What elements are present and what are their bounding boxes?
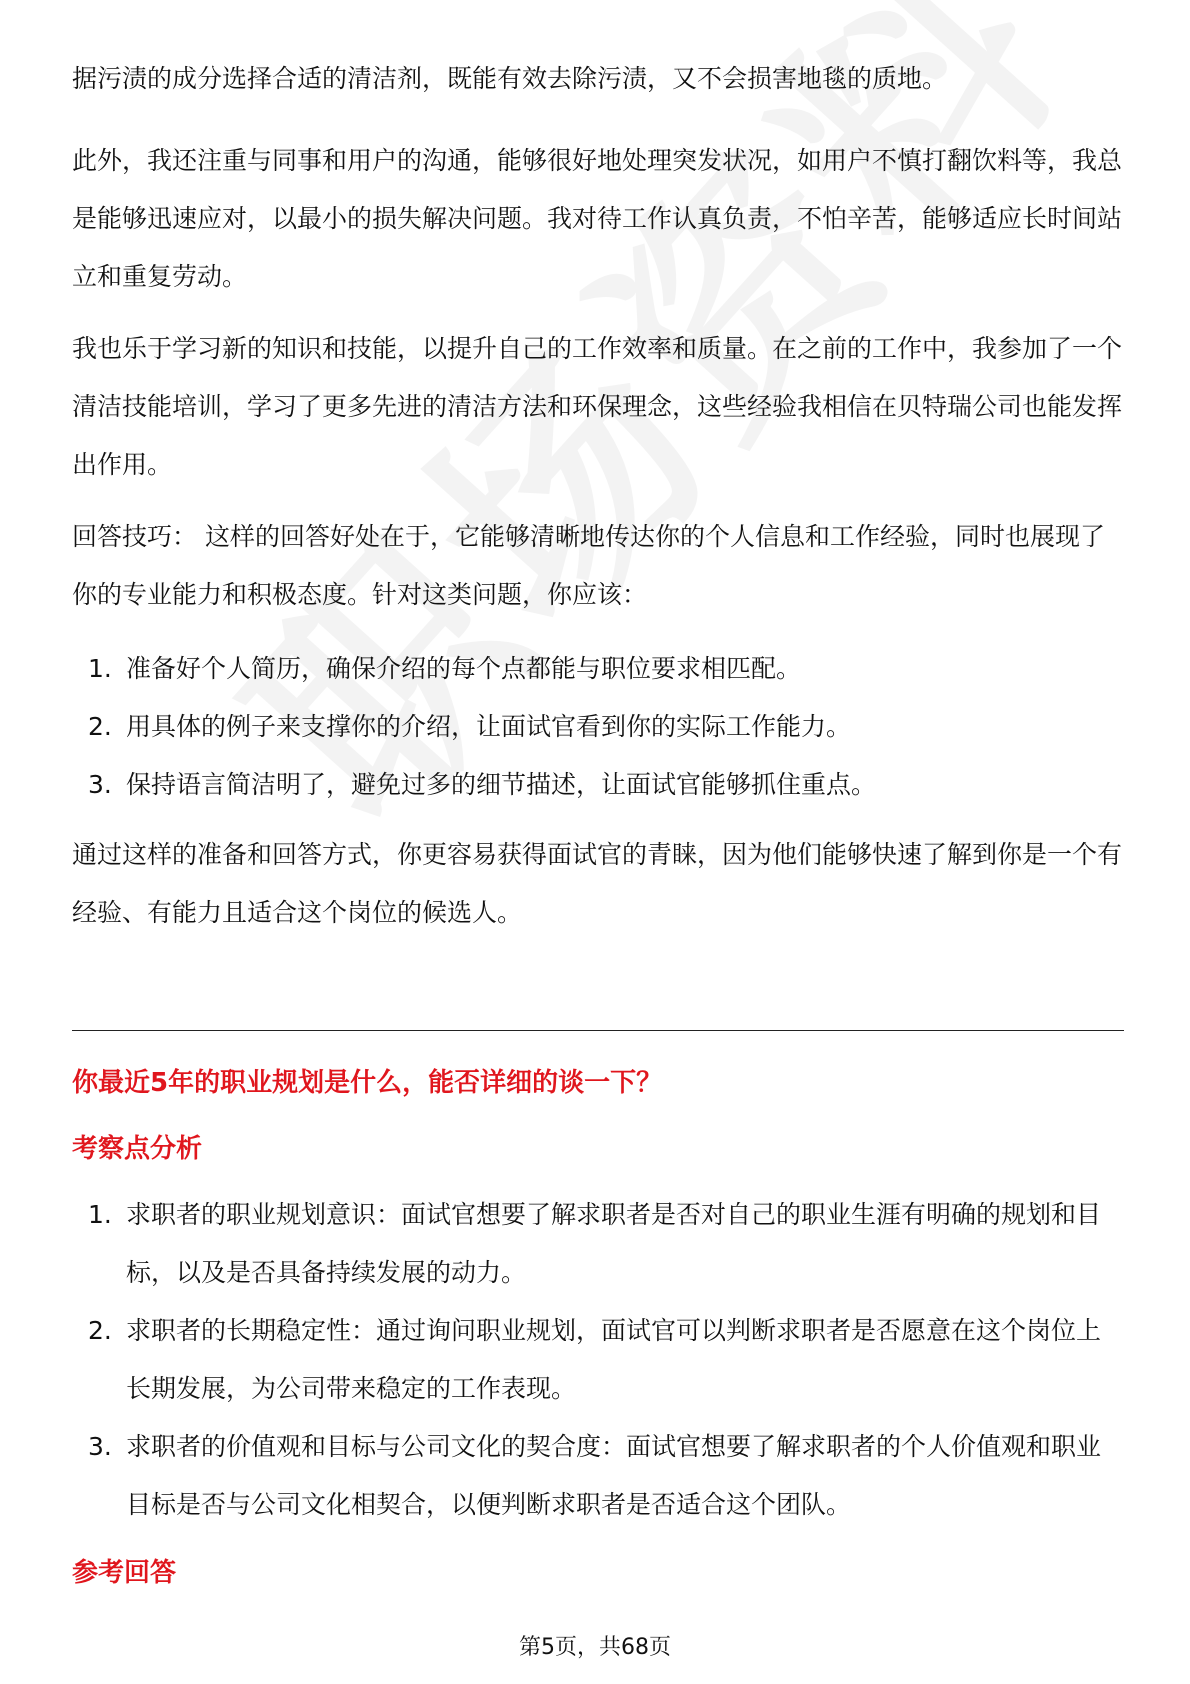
list-item-text: 准备好个人简历，确保介绍的每个点都能与职位要求相匹配。 — [126, 654, 802, 683]
analysis-list — [72, 1186, 1124, 1534]
question-title: 你最近5年的职业规划是什么，能否详细的谈一下？ — [72, 1068, 663, 1098]
list-number: 1. — [88, 654, 112, 683]
list-item-text: 用具体的例子来支撑你的介绍，让面试官看到你的实际工作能力。 — [126, 712, 852, 741]
list-item — [72, 1186, 1124, 1302]
list-item — [72, 1302, 1124, 1418]
list-number: 2. — [88, 1316, 112, 1345]
list-item-text: 求职者的职业规划意识：面试官想要了解求职者是否对自己的职业生涯有明确的规划和目标，以及是否具备持续发展的动力。 — [126, 1200, 1102, 1287]
analysis-heading: 考察点分析 — [72, 1134, 203, 1164]
answer-heading: 参考回答 — [72, 1558, 177, 1588]
list-item-text: 保持语言简洁明了，避免过多的细节描述，让面试官能够抓住重点。 — [126, 770, 877, 799]
paragraph-stain-cleaning: 据污渍的成分选择合适的清洁剂，既能有效去除污渍，又不会损害地毯的质地。 — [72, 64, 948, 93]
list-item-text: 求职者的价值观和目标与公司文化的契合度：面试官想要了解求职者的个人价值观和职业目标是否与公司文化相契合，以便判断求职者是否适合这个团队。 — [126, 1432, 1102, 1519]
section-divider — [72, 1030, 1124, 1031]
paragraph-answer-tips: 回答技巧： 这样的回答好处在于，它能够清晰地传达你的个人信息和工作经验，同时也展现了你的专业能力和积极态度。针对这类问题，你应该： — [72, 522, 1105, 609]
list-item — [72, 756, 1124, 814]
list-number: 3. — [88, 1432, 112, 1461]
paragraph-communication: 此外，我还注重与同事和用户的沟通，能够很好地处理突发状况，如用户不慎打翻饮料等，我总是能够迅速应对，以最小的损失解决问题。我对待工作认真负责，不怕辛苦，能够适应长时间站立和重复劳动。 — [72, 146, 1123, 291]
page-footer: 第5页，共68页 — [519, 1635, 671, 1660]
list-item-text: 求职者的长期稳定性：通过询问职业规划，面试官可以判断求职者是否愿意在这个岗位上长期发展，为公司带来稳定的工作表现。 — [126, 1316, 1102, 1403]
paragraph-conclusion: 通过这样的准备和回答方式，你更容易获得面试官的青睐，因为他们能够快速了解到你是一个有经验、有能力且适合这个岗位的候选人。 — [72, 840, 1123, 927]
list-item — [72, 640, 1124, 698]
list-number: 1. — [88, 1200, 112, 1229]
tips-list — [72, 640, 1124, 814]
paragraph-learning: 我也乐于学习新的知识和技能，以提升自己的工作效率和质量。在之前的工作中，我参加了一个清洁技能培训，学习了更多先进的清洁方法和环保理念，这些经验我相信在贝特瑞公司也能发挥出作用。 — [72, 334, 1123, 479]
list-number: 2. — [88, 712, 112, 741]
list-number: 3. — [88, 770, 112, 799]
list-item — [72, 698, 1124, 756]
list-item — [72, 1418, 1124, 1534]
